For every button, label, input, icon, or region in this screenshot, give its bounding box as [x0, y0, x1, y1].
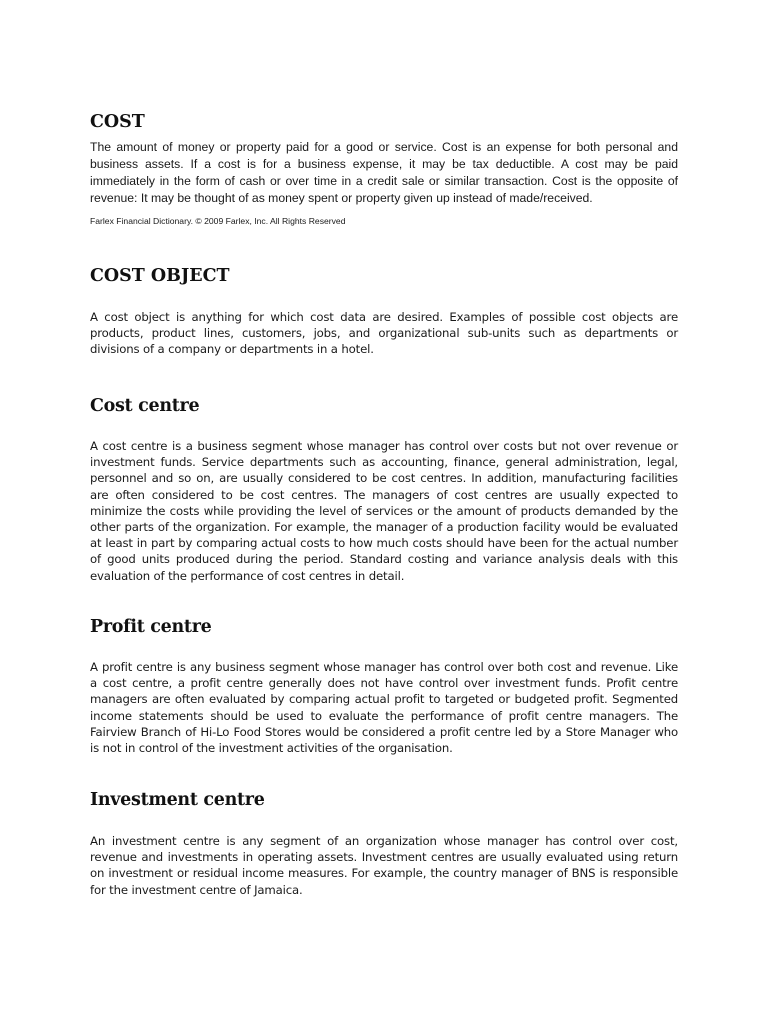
paragraph-investment-centre: An investment centre is any segment of an organization whose manager has control over cost, revenue and investments in operating assets. Investment centres are usually evaluated using return on investment or residual income measures. For example, the country manager of BNS is responsible for the investment centre of Jamaica. — [90, 834, 678, 897]
credit-line: Farlex Financial Dictionary. © 2009 Farlex, Inc. All Rights Reserved — [90, 216, 346, 226]
heading-cost: COST — [90, 112, 145, 132]
paragraph-profit-centre: A profit centre is any business segment whose manager has control over both cost and revenue. Like a cost centre, a profit centre generally does not have control over investment funds. Profit centre managers are often evaluated by comparing actual profit to targeted or budgeted profit. Segmented income statements should be used to evaluate the performance of profit centre managers. The Fairview Branch of Hi-Lo Food Stores would be considered a profit centre led by a Store Manager who is not in control of the investment activities of the organisation. — [90, 660, 678, 756]
heading-cost-centre: Cost centre — [90, 396, 200, 416]
heading-investment-centre: Investment centre — [90, 790, 265, 810]
heading-cost-object: COST OBJECT — [90, 266, 230, 286]
heading-profit-centre: Profit centre — [90, 617, 212, 637]
paragraph-cost-object: A cost object is anything for which cost data are desired. Examples of possible cost objects are products, product lines, customers, jobs, and organizational sub-units such as departments or divisions of a company or departments in a hotel. — [90, 310, 678, 357]
paragraph-cost-centre: A cost centre is a business segment whose manager has control over costs but not over revenue or investment funds. Service departments such as accounting, finance, general administration, legal, personnel and so on, are usually considered to be cost centres. In addition, manufacturing facilities are often considered to be cost centres. The managers of cost centres are usually expected to minimize the costs while providing the level of services or the amount of products demanded by the other parts of the organization. For example, the manager of a production facility would be evaluated at least in part by comparing actual costs to how much costs should have been for the actual number of good units produced during the period. Standard costing and variance analysis deals with this evaluation of the performance of cost centres in detail. — [90, 439, 678, 583]
paragraph-cost: The amount of money or property paid for a good or service. Cost is an expense for both personal and business assets. If a cost is for a business expense, it may be tax deductible. A cost may be paid immediately in the form of cash or over time in a credit sale or similar transaction. Cost is the opposite of revenue: It may be thought of as money spent or property given up instead of made/received. — [90, 140, 678, 205]
